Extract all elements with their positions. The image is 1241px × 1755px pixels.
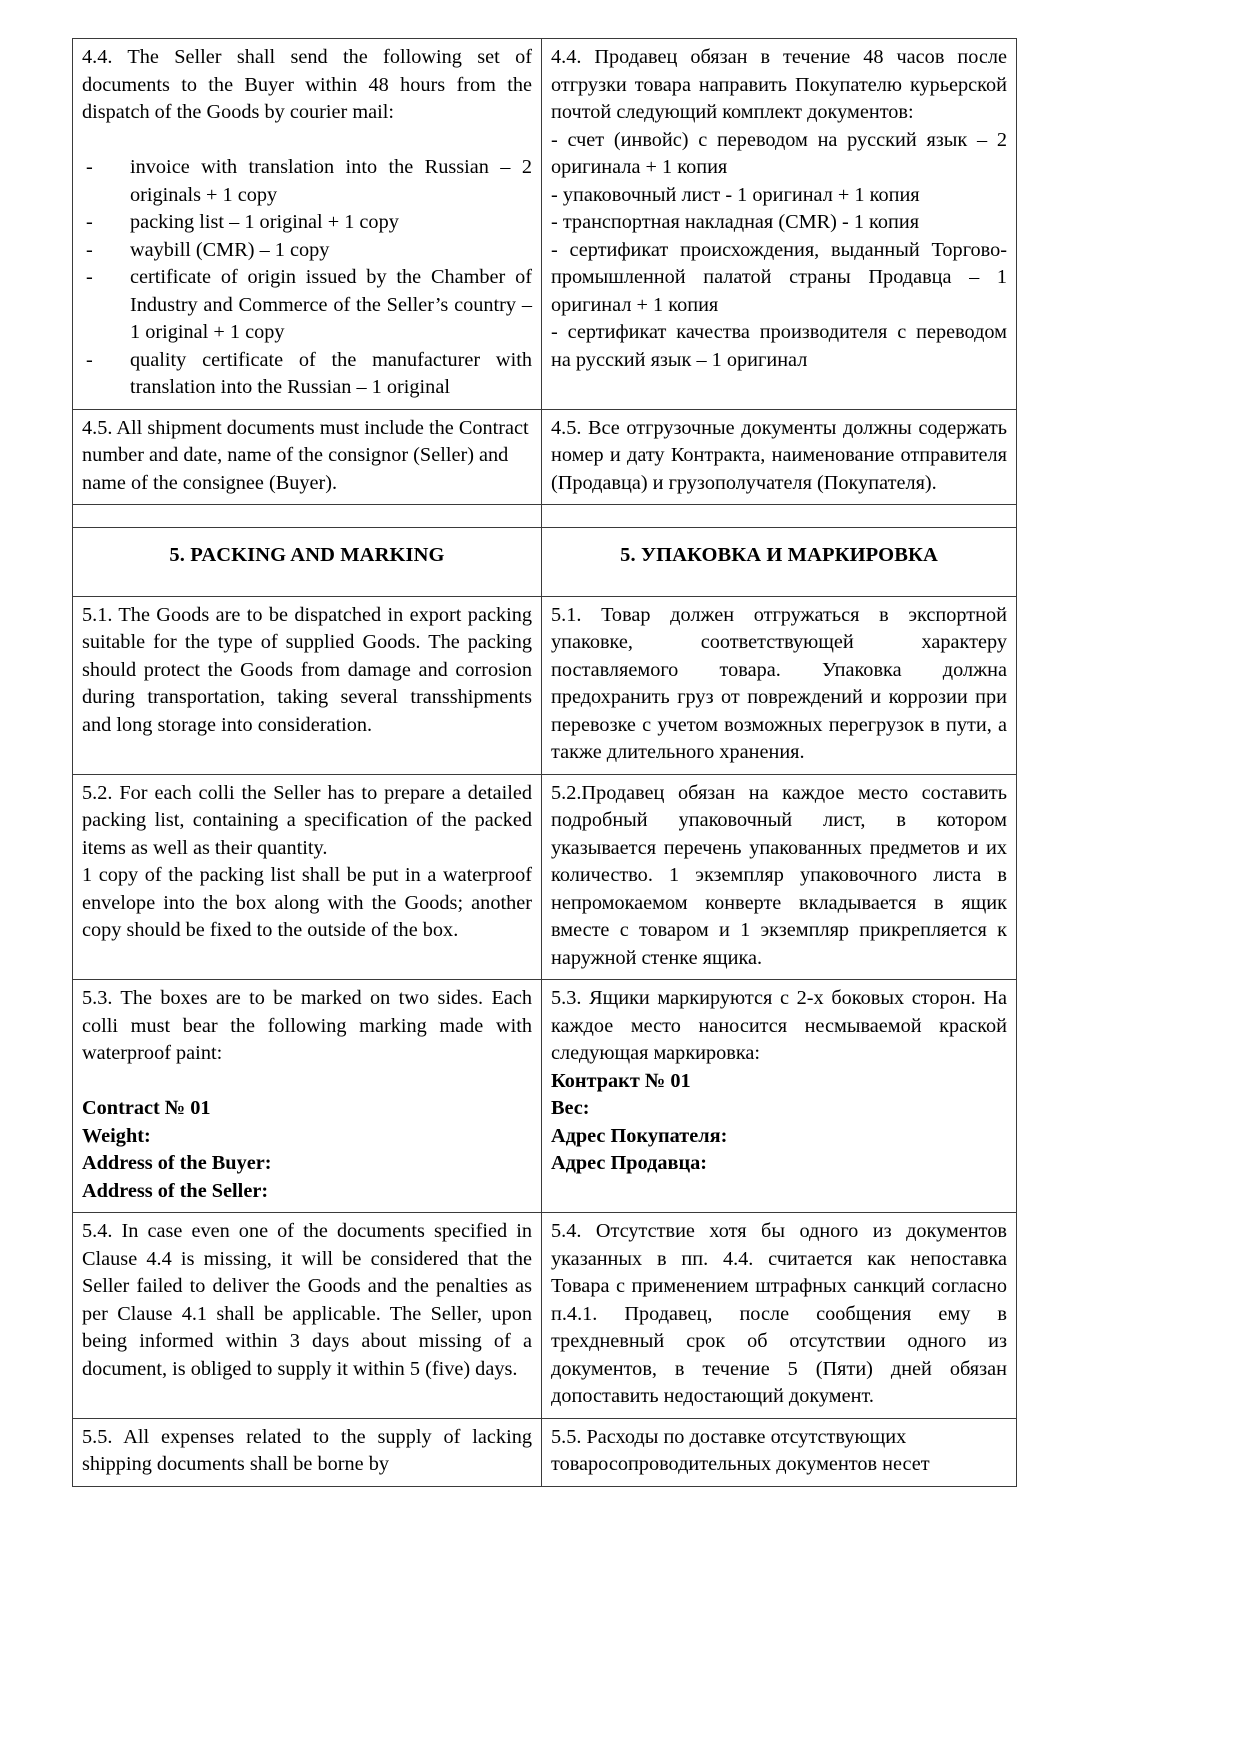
- clause-5-2-english-cell: [73, 774, 542, 980]
- table-row-section-5-heading: [73, 528, 1017, 597]
- clause-4-5-russian-cell: [542, 409, 1017, 505]
- list-item: - счет (инвойс) с переводом на русский язык – 2 оригинала + 1 копия: [551, 128, 1007, 178]
- clause-4-4-en-intro: 4.4. The Seller shall send the following set of documents to the Buyer within 48 hours from the dispatch of the Goods by courier mail:: [82, 46, 532, 123]
- list-item: - certificate of origin issued by the Chamber of Industry and Commerce of the Seller’s country – 1 original + 1 copy: [82, 264, 532, 347]
- list-item: - packing list – 1 original + 1 copy: [82, 209, 532, 237]
- list-item: - quality certificate of the manufacturer with translation into the Russian – 1 original: [82, 347, 532, 402]
- table-row-clause-5-3: [73, 980, 1017, 1213]
- clause-5-4-english-cell: [73, 1213, 542, 1419]
- marking-label-weight: Вес:: [551, 1097, 590, 1120]
- clause-4-5-english-cell: [73, 409, 542, 505]
- clause-5-5-russian-cell: [542, 1418, 1017, 1486]
- table-row-clause-5-5: [73, 1418, 1017, 1486]
- clause-5-4-ru-text: 5.4. Отсутствие хотя бы одного из документов указанных в пп. 4.4. считается как непоставка Товара с применением штрафных санкций согласно п.4.1. Продавец, после сообщения ему в трехдневный срок об отсутствии одного из документов, в течение 5 (Пяти) дней обязан допоставить недостающий документ.: [551, 1220, 1007, 1408]
- clause-5-5-en-text: 5.5. All expenses related to the supply of lacking shipping documents shall be borne by: [82, 1425, 532, 1476]
- table-row-spacer: [73, 505, 1017, 528]
- clause-5-5-ru-text: 5.5. Расходы по доставке отсутствующих товаросопроводительных документов несет: [551, 1425, 930, 1476]
- marking-label-seller-address: Address of the Seller:: [82, 1179, 269, 1202]
- clause-5-3-russian-cell: [542, 980, 1017, 1213]
- table-row-clause-4-4: [73, 39, 1017, 410]
- clause-5-2-en-text-part2: 1 copy of the packing list shall be put in a waterproof envelope into the box along with the Goods; another copy should be fixed to the outside of the box.: [82, 864, 532, 942]
- marking-label-weight: Weight:: [82, 1124, 151, 1147]
- clause-4-4-russian-cell: [542, 39, 1017, 410]
- clause-4-5-en-text: 4.5. All shipment documents must include the Contract number and date, name of the consignor (Seller) and name of the consignee (Buyer).: [82, 416, 529, 494]
- table-row-clause-5-4: [73, 1213, 1017, 1419]
- table-row-clause-5-1: [73, 596, 1017, 774]
- clause-5-3-ru-intro: 5.3. Ящики маркируются с 2-х боковых сторон. На каждое место наносится несмываемой краской следующая маркировка:: [551, 987, 1007, 1065]
- clause-5-2-ru-text: 5.2.Продавец обязан на каждое место составить подробный упаковочный лист, в котором указывается перечень упакованных предметов и их количество. 1 экземпляр упаковочного листа в непромокаемом конверте вкладывается в ящик вместе с товаром и 1 экземпляр прикрепляется к наружной стенке ящика.: [551, 781, 1007, 969]
- clause-4-4-ru-intro: 4.4. Продавец обязан в течение 48 часов после отгрузки товара направить Покупателю курьерской почтой следующий комплект документов:: [551, 46, 1007, 123]
- list-item: - waybill (CMR) – 1 copy: [82, 237, 532, 265]
- section-5-heading-russian: 5. УПАКОВКА И МАРКИРОВКА: [542, 528, 1017, 597]
- clause-5-3-en-intro: 5.3. The boxes are to be marked on two sides. Each colli must bear the following marking made with waterproof paint:: [82, 987, 532, 1065]
- list-item: - сертификат происхождения, выданный Торгово-промышленной палатой страны Продавца – 1 оригинал + 1 копия: [551, 238, 1007, 316]
- clause-5-4-russian-cell: [542, 1213, 1017, 1419]
- bilingual-contract-table: [72, 38, 1017, 1487]
- table-row-clause-4-5: [73, 409, 1017, 505]
- clause-5-2-russian-cell: [542, 774, 1017, 980]
- clause-4-4-en-document-list: [82, 154, 532, 402]
- section-5-heading-english: 5. PACKING AND MARKING: [73, 528, 542, 597]
- marking-label-contract-number: Контракт № 01: [551, 1069, 691, 1092]
- clause-5-3-english-cell: [73, 980, 542, 1213]
- clause-5-3-en-marking-block: [82, 1095, 532, 1205]
- clause-5-1-russian-cell: [542, 596, 1017, 774]
- spacer-english-cell: [73, 505, 542, 528]
- clause-5-4-en-text: 5.4. In case even one of the documents specified in Clause 4.4 is missing, it will be considered that the Seller failed to deliver the Goods and the penalties as per Clause 4.1 shall be applicable. The Seller, upon being informed within 3 days about missing of a document, is obliged to supply it within 5 (five) days.: [82, 1220, 532, 1380]
- clause-5-1-en-text: 5.1. The Goods are to be dispatched in export packing suitable for the type of supplied Goods. The packing should protect the Goods from damage and corrosion during transportation, taking several transshipments and long storage into consideration.: [82, 603, 532, 736]
- paragraph-spacer: [82, 1068, 532, 1096]
- spacer-russian-cell: [542, 505, 1017, 528]
- clause-4-5-ru-text: 4.5. Все отгрузочные документы должны содержать номер и дату Контракта, наименование отправителя (Продавца) и грузополучателя (Покупателя).: [551, 416, 1007, 494]
- clause-5-1-english-cell: [73, 596, 542, 774]
- paragraph-spacer: [82, 127, 532, 155]
- clause-4-4-english-cell: [73, 39, 542, 410]
- marking-label-contract-number: Contract № 01: [82, 1097, 211, 1120]
- list-item: - сертификат качества производителя с переводом на русский язык – 1 оригинал: [551, 321, 1007, 371]
- clause-5-3-ru-marking-block: [551, 1068, 1007, 1178]
- table-row-clause-5-2: [73, 774, 1017, 980]
- marking-label-seller-address: Адрес Продавца:: [551, 1152, 708, 1175]
- clause-5-5-english-cell: [73, 1418, 542, 1486]
- list-item: - транспортная накладная (CMR) - 1 копия: [551, 211, 920, 233]
- clause-5-2-en-text-part1: 5.2. For each colli the Seller has to prepare a detailed packing list, containing a specification of the packed items as well as their quantity.: [82, 781, 532, 859]
- list-item: - упаковочный лист - 1 оригинал + 1 копия: [551, 183, 920, 206]
- clause-5-1-ru-text: 5.1. Товар должен отгружаться в экспортной упаковке, соответствующей характеру поставляемого товара. Упаковка должна предохранить груз от повреждений и коррозии при перевозке с учетом возможных перегрузок в пути, а также длительного хранения.: [551, 603, 1007, 764]
- list-item: - invoice with translation into the Russian – 2 originals + 1 copy: [82, 154, 532, 209]
- marking-label-buyer-address: Адрес Покупателя:: [551, 1124, 728, 1147]
- marking-label-buyer-address: Address of the Buyer:: [82, 1152, 272, 1175]
